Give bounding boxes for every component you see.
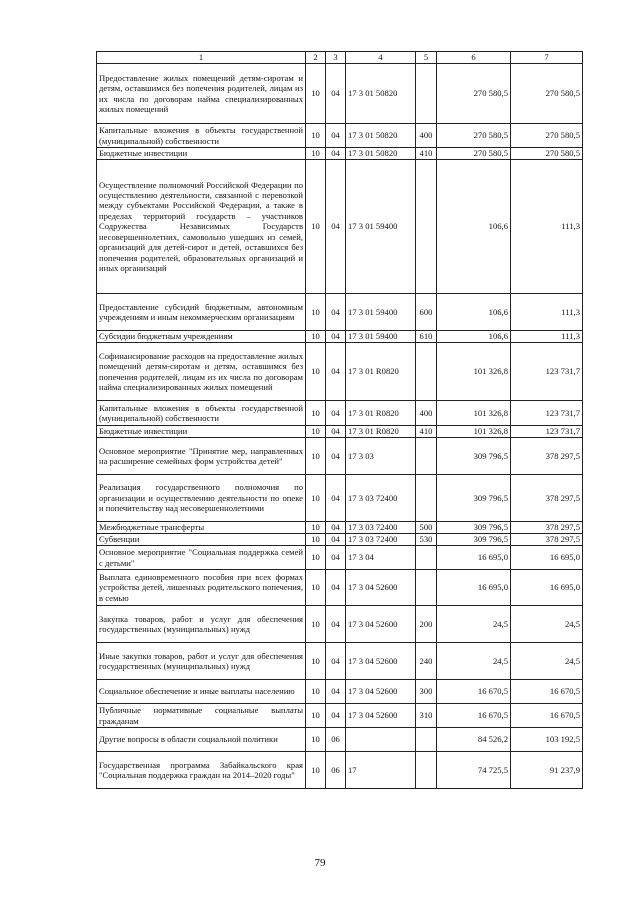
subsection-code-cell: 04 [326, 294, 346, 331]
amount-year1-cell: 16 695,0 [437, 570, 511, 606]
amount-year1-cell: 309 796,5 [437, 475, 511, 522]
amount-year2-cell: 91 237,9 [511, 752, 583, 789]
amount-year2-cell: 378 297,5 [511, 522, 583, 534]
section-code-cell: 10 [306, 426, 326, 438]
expense-type-cell [416, 438, 437, 475]
section-code-cell: 10 [306, 124, 326, 148]
amount-year2-cell: 270 580,5 [511, 124, 583, 148]
expense-name-cell: Бюджетные инвестиции [97, 426, 306, 438]
expense-name-cell: Реализация государственного полномочия по организации и осуществлению деятельности по опеке и попечительству над несовершеннолетними [97, 475, 306, 522]
amount-year1-cell: 74 725,5 [437, 752, 511, 789]
expense-type-cell: 410 [416, 426, 437, 438]
expense-type-cell [416, 546, 437, 570]
amount-year1-cell: 101 326,8 [437, 401, 511, 426]
expense-type-cell [416, 343, 437, 401]
amount-year1-cell: 270 580,5 [437, 64, 511, 124]
table-row [97, 401, 583, 426]
column-header: 2 [306, 52, 326, 64]
section-code-cell: 10 [306, 606, 326, 643]
amount-year1-cell: 16 670,5 [437, 680, 511, 704]
target-article-cell: 17 3 01 R0820 [346, 401, 416, 426]
section-code-cell: 10 [306, 643, 326, 680]
column-header: 6 [437, 52, 511, 64]
subsection-code-cell: 04 [326, 160, 346, 294]
amount-year2-cell: 270 580,5 [511, 148, 583, 160]
column-header: 3 [326, 52, 346, 64]
page-number: 79 [314, 857, 326, 869]
expense-type-cell [416, 728, 437, 752]
target-article-cell: 17 3 01 50820 [346, 64, 416, 124]
section-code-cell: 10 [306, 680, 326, 704]
expense-name-cell: Капитальные вложения в объекты государственной (муниципальной) собственности [97, 401, 306, 426]
amount-year2-cell: 16 670,5 [511, 704, 583, 728]
section-code-cell: 10 [306, 401, 326, 426]
subsection-code-cell: 04 [326, 343, 346, 401]
target-article-cell: 17 3 03 [346, 438, 416, 475]
section-code-cell: 10 [306, 704, 326, 728]
amount-year1-cell: 24,5 [437, 643, 511, 680]
table-row [97, 643, 583, 680]
section-code-cell: 10 [306, 546, 326, 570]
amount-year1-cell: 270 580,5 [437, 148, 511, 160]
amount-year2-cell: 378 297,5 [511, 475, 583, 522]
subsection-code-cell: 04 [326, 704, 346, 728]
expense-type-cell: 400 [416, 124, 437, 148]
subsection-code-cell: 04 [326, 124, 346, 148]
target-article-cell: 17 3 04 [346, 546, 416, 570]
expense-name-cell: Субсидии бюджетным учреждениям [97, 331, 306, 343]
subsection-code-cell: 04 [326, 534, 346, 546]
table-row [97, 546, 583, 570]
table-row [97, 534, 583, 546]
subsection-code-cell: 04 [326, 643, 346, 680]
table-row [97, 522, 583, 534]
expense-type-cell [416, 752, 437, 789]
target-article-cell: 17 3 01 59400 [346, 294, 416, 331]
target-article-cell: 17 3 01 59400 [346, 331, 416, 343]
section-code-cell: 10 [306, 475, 326, 522]
target-article-cell: 17 3 03 72400 [346, 534, 416, 546]
table-row [97, 752, 583, 789]
expense-type-cell: 310 [416, 704, 437, 728]
amount-year2-cell: 24,5 [511, 606, 583, 643]
expense-type-cell [416, 475, 437, 522]
expense-name-cell: Софинансирование расходов на предоставление жилых помещений детям-сиротам и детям, оставшимся без попечения родителей, лицам из их числа по договорам найма специализированных жилых помещений [97, 343, 306, 401]
amount-year2-cell: 24,5 [511, 643, 583, 680]
amount-year2-cell: 111,3 [511, 160, 583, 294]
expense-name-cell: Капитальные вложения в объекты государственной (муниципальной) собственности [97, 124, 306, 148]
subsection-code-cell: 04 [326, 438, 346, 475]
subsection-code-cell: 04 [326, 148, 346, 160]
column-header: 7 [511, 52, 583, 64]
table-row [97, 294, 583, 331]
expense-name-cell: Публичные нормативные социальные выплаты гражданам [97, 704, 306, 728]
table-row [97, 124, 583, 148]
amount-year1-cell: 309 796,5 [437, 522, 511, 534]
amount-year2-cell: 270 580,5 [511, 64, 583, 124]
expense-type-cell: 300 [416, 680, 437, 704]
target-article-cell: 17 3 04 52600 [346, 704, 416, 728]
table-row [97, 438, 583, 475]
expense-name-cell: Социальное обеспечение и иные выплаты населению [97, 680, 306, 704]
subsection-code-cell: 04 [326, 426, 346, 438]
amount-year1-cell: 16 695,0 [437, 546, 511, 570]
section-code-cell: 10 [306, 752, 326, 789]
target-article-cell: 17 3 04 52600 [346, 606, 416, 643]
amount-year2-cell: 123 731,7 [511, 426, 583, 438]
table-body [97, 64, 583, 789]
expense-name-cell: Основное мероприятие "Принятие мер, направленных на расширение семейных форм устройства детей" [97, 438, 306, 475]
target-article-cell: 17 3 01 59400 [346, 160, 416, 294]
amount-year1-cell: 24,5 [437, 606, 511, 643]
amount-year2-cell: 111,3 [511, 331, 583, 343]
column-header: 5 [416, 52, 437, 64]
amount-year2-cell: 378 297,5 [511, 534, 583, 546]
target-article-cell: 17 3 03 72400 [346, 522, 416, 534]
expense-type-cell: 500 [416, 522, 437, 534]
expense-type-cell: 240 [416, 643, 437, 680]
amount-year1-cell: 84 526,2 [437, 728, 511, 752]
amount-year1-cell: 16 670,5 [437, 704, 511, 728]
expense-name-cell: Основное мероприятие "Социальная поддержка семей с детьми" [97, 546, 306, 570]
expense-type-cell: 410 [416, 148, 437, 160]
target-article-cell: 17 3 01 50820 [346, 148, 416, 160]
amount-year2-cell: 103 192,5 [511, 728, 583, 752]
section-code-cell: 10 [306, 160, 326, 294]
table-header-row [97, 52, 583, 64]
table-row [97, 570, 583, 606]
target-article-cell: 17 [346, 752, 416, 789]
expense-name-cell: Субвенции [97, 534, 306, 546]
target-article-cell: 17 3 01 50820 [346, 124, 416, 148]
section-code-cell: 10 [306, 64, 326, 124]
expense-type-cell: 530 [416, 534, 437, 546]
expense-type-cell: 600 [416, 294, 437, 331]
amount-year2-cell: 16 670,5 [511, 680, 583, 704]
subsection-code-cell: 04 [326, 522, 346, 534]
table-row [97, 64, 583, 124]
section-code-cell: 10 [306, 522, 326, 534]
subsection-code-cell: 04 [326, 475, 346, 522]
expense-type-cell [416, 160, 437, 294]
amount-year1-cell: 106,6 [437, 331, 511, 343]
target-article-cell [346, 728, 416, 752]
expense-name-cell: Закупка товаров, работ и услуг для обеспечения государственных (муниципальных) нужд [97, 606, 306, 643]
subsection-code-cell: 04 [326, 680, 346, 704]
subsection-code-cell: 04 [326, 606, 346, 643]
subsection-code-cell: 04 [326, 401, 346, 426]
section-code-cell: 10 [306, 331, 326, 343]
section-code-cell: 10 [306, 343, 326, 401]
amount-year2-cell: 123 731,7 [511, 401, 583, 426]
section-code-cell: 10 [306, 534, 326, 546]
expense-type-cell [416, 64, 437, 124]
section-code-cell: 10 [306, 438, 326, 475]
section-code-cell: 10 [306, 148, 326, 160]
target-article-cell: 17 3 04 52600 [346, 570, 416, 606]
expense-type-cell [416, 570, 437, 606]
amount-year2-cell: 16 695,0 [511, 570, 583, 606]
table-row [97, 331, 583, 343]
expense-name-cell: Выплата единовременного пособия при всех формах устройства детей, лишенных родительского попечения, в семью [97, 570, 306, 606]
table-row [97, 704, 583, 728]
expense-name-cell: Межбюджетные трансферты [97, 522, 306, 534]
subsection-code-cell: 04 [326, 331, 346, 343]
table-row [97, 728, 583, 752]
amount-year1-cell: 106,6 [437, 294, 511, 331]
amount-year1-cell: 101 326,8 [437, 343, 511, 401]
table-row [97, 148, 583, 160]
column-header: 4 [346, 52, 416, 64]
section-code-cell: 10 [306, 294, 326, 331]
expense-type-cell: 200 [416, 606, 437, 643]
section-code-cell: 10 [306, 728, 326, 752]
subsection-code-cell: 06 [326, 752, 346, 789]
subsection-code-cell: 04 [326, 546, 346, 570]
expense-type-cell: 400 [416, 401, 437, 426]
amount-year1-cell: 106,6 [437, 160, 511, 294]
table-row [97, 343, 583, 401]
expense-name-cell: Государственная программа Забайкальского края "Социальная поддержка граждан на 2014–2020 годы" [97, 752, 306, 789]
target-article-cell: 17 3 04 52600 [346, 680, 416, 704]
target-article-cell: 17 3 01 R0820 [346, 426, 416, 438]
expense-name-cell: Бюджетные инвестиции [97, 148, 306, 160]
subsection-code-cell: 04 [326, 64, 346, 124]
expense-name-cell: Иные закупки товаров, работ и услуг для обеспечения государственных (муниципальных) нужд [97, 643, 306, 680]
expense-name-cell: Предоставление жилых помещений детям-сиротам и детям, оставшимся без попечения родителей, лицам из их числа по договорам найма специализированных жилых помещений [97, 64, 306, 124]
amount-year2-cell: 378 297,5 [511, 438, 583, 475]
table-row [97, 160, 583, 294]
target-article-cell: 17 3 01 R0820 [346, 343, 416, 401]
expense-type-cell: 610 [416, 331, 437, 343]
amount-year1-cell: 309 796,5 [437, 438, 511, 475]
amount-year1-cell: 309 796,5 [437, 534, 511, 546]
amount-year1-cell: 101 326,8 [437, 426, 511, 438]
table-row [97, 475, 583, 522]
target-article-cell: 17 3 04 52600 [346, 643, 416, 680]
amount-year2-cell: 111,3 [511, 294, 583, 331]
expense-name-cell: Другие вопросы в области социальной политики [97, 728, 306, 752]
table-row [97, 426, 583, 438]
table-row [97, 680, 583, 704]
subsection-code-cell: 04 [326, 570, 346, 606]
target-article-cell: 17 3 03 72400 [346, 475, 416, 522]
column-header: 1 [97, 52, 306, 64]
amount-year2-cell: 16 695,0 [511, 546, 583, 570]
budget-table [96, 51, 583, 789]
amount-year2-cell: 123 731,7 [511, 343, 583, 401]
amount-year1-cell: 270 580,5 [437, 124, 511, 148]
expense-name-cell: Предоставление субсидий бюджетным, автономным учреждениям и иным некоммерческим организациям [97, 294, 306, 331]
table-row [97, 606, 583, 643]
expense-name-cell: Осуществление полномочий Российской Федерации по осуществлению деятельности, связанной с перевозкой между субъектами Российской Федерации, а также в пределах территорий государств – участников Содружества Независимых Государств несовершеннолетних, самовольно ушедших из семей, организаций для детей-сирот и детей, оставшихся без попечения родителей, образовательных организаций и иных организаций [97, 160, 306, 294]
subsection-code-cell: 06 [326, 728, 346, 752]
section-code-cell: 10 [306, 570, 326, 606]
